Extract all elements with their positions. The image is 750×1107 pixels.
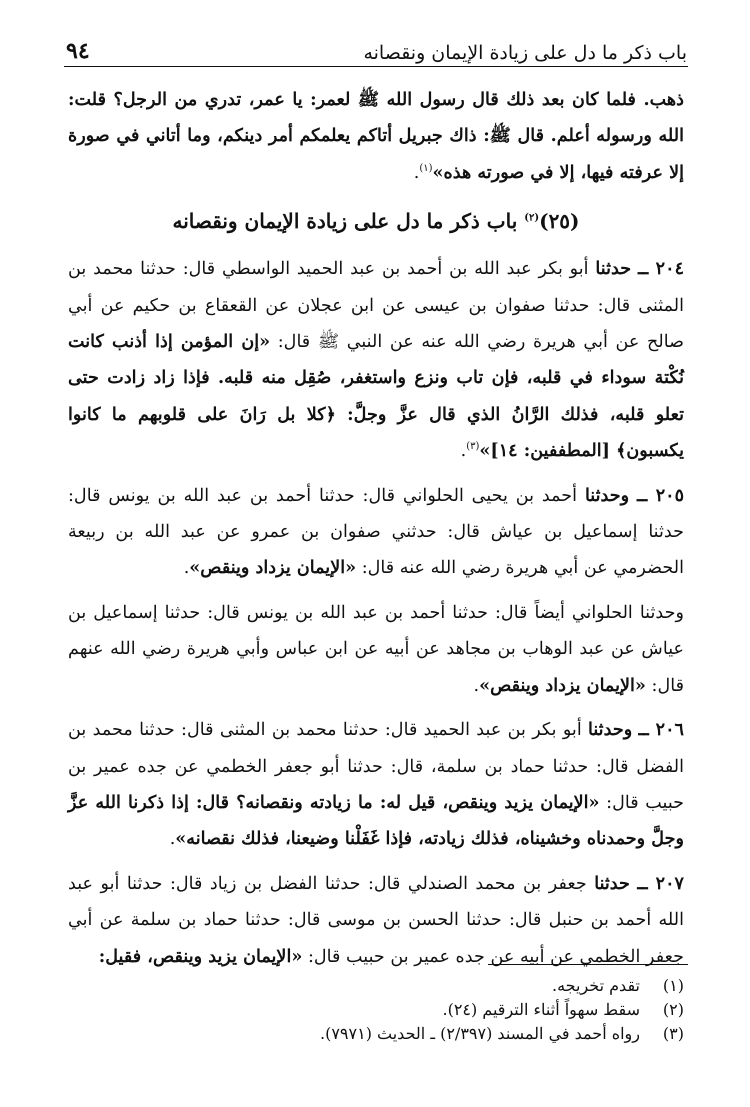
- hadith-lead: حدثنا: [595, 258, 632, 280]
- hadith-chain: جعفر بن محمد الصندلي قال: حدثنا الفضل بن زياد قال: حدثنا أبو عبد الله أحمد بن حنبل قال: حدثنا الحسن بن موسى قال: حدثنا حماد بن سلمة عن أبي جعفر الخطمي عن أبيه عن جده عمير بن حبيب قال:: [68, 873, 684, 967]
- hadith-chain: أبو بكر بن عبد الحميد قال: حدثنا محمد بن المثنى قال: حدثنا محمد بن الفضل قال: حدثنا حماد بن سلمة، قال: حدثنا أبو جعفر الخطمي عن جده عمير بن حبيب قال:: [68, 720, 685, 813]
- footnote-text: رواه أحمد في المسند (٢/٣٩٧) ـ الحديث (٧٩٧١).: [319, 1024, 640, 1043]
- intro-text: ذهب. فلما كان بعد ذلك قال رسول الله ﷺ لعمر: يا عمر، تدري من الرجل؟ قلت: الله ورسوله أعلم. قال ﷺ: ذاك جبريل أتاكم يعلمكم أمر دينكم، وما أتاني في صورة إلا عرفته فيها، إلا في صورته هذه»: [68, 89, 684, 183]
- hadith-lead: حدثنا: [594, 872, 630, 894]
- footnote-ref: (١): [419, 162, 433, 174]
- hadith-207: [68, 866, 684, 975]
- footnote-text: تقدم تخريجه.: [552, 976, 640, 995]
- hadith-number: ٢٠٦ ــ: [638, 719, 685, 741]
- hadith-end: .: [183, 558, 190, 579]
- footnote: [300, 998, 684, 1022]
- hadith-matn: «الإيمان يزيد وينقص، قيل له: ما زيادته ونقصانه؟ قال: إذا ذكرنا الله عزَّ وجلَّ وحمدناه وخشيناه، فذلك زيادته، فإذا غَفَلْنا وضيعنا، فذلك نقصانه»: [68, 791, 684, 850]
- section-heading: [68, 199, 684, 243]
- page-number: ٩٤: [66, 38, 90, 64]
- section-title: باب ذكر ما دل على زيادة الإيمان ونقصانه: [172, 209, 518, 234]
- footnote: [300, 974, 684, 998]
- footnote-mark: (٣): [662, 1024, 684, 1043]
- hadith-number: ٢٠٧ ــ: [637, 872, 684, 894]
- footnote-rule: [488, 964, 688, 965]
- footnote-mark: (١): [662, 976, 684, 995]
- running-title: باب ذكر ما دل على زيادة الإيمان ونقصانه: [363, 42, 687, 64]
- hadith-206: [68, 712, 684, 858]
- hadith-chain: أحمد بن يحيى الحلواني قال: حدثنا أحمد بن عبد الله بن يونس قال: حدثنا إسماعيل بن عياش قال: حدثني صفوان بن عمرو عن عبد الله بن ربيعة الحضرمي عن أبي هريرة رضي الله عنه قال:: [68, 485, 684, 579]
- hadith-chain: وحدثنا الحلواني أيضاً قال: حدثنا أحمد بن عبد الله بن يونس قال: حدثنا إسماعيل بن عياش عن عبد الوهاب بن مجاهد عن أبيه عن ابن عباس وأبي هريرة رضي الله عنهم قال:: [68, 602, 684, 696]
- footnote: [300, 1022, 684, 1046]
- hadith-matn: «الإيمان يزداد وينقص»: [189, 557, 357, 579]
- hadith-matn: «الإيمان يزداد وينقص»: [479, 674, 646, 696]
- hadith-chain: أبو بكر عبد الله بن أحمد بن عبد الحميد الواسطي قال: حدثنا محمد بن المثنى قال: حدثنا صفوان بن عيسى عن ابن عجلان عن القعقاع بن حكيم عن أبي صالح عن أبي هريرة رضي الله عنه عن النبي ﷺ قال:: [68, 259, 685, 353]
- section-number: (٢٥): [539, 209, 580, 234]
- hadith-matn: «الإيمان يزيد وينقص، فقيل:: [98, 945, 303, 967]
- body-text: [68, 82, 684, 975]
- hadith-205: [68, 478, 684, 587]
- hadith-end: .: [169, 829, 176, 850]
- page-header: [66, 30, 687, 64]
- hadith-lead: وحدثنا: [588, 719, 633, 741]
- footnote-ref: (٢): [524, 212, 540, 224]
- footnote-text: سقط سهواً أثناء الترقيم (٢٤).: [442, 1000, 640, 1019]
- footnotes: [300, 974, 684, 1046]
- hadith-number: ٢٠٤ ــ: [637, 258, 685, 280]
- hadith-number: ٢٠٥ ــ: [636, 484, 685, 506]
- footnote-ref: (٣): [466, 441, 480, 453]
- hadith-205-variant: [68, 595, 684, 704]
- hadith-lead: وحدثنا: [584, 484, 630, 506]
- intro-end: .: [413, 162, 420, 183]
- hadith-end: .: [473, 675, 480, 696]
- hadith-end: .: [460, 441, 467, 462]
- footnote-mark: (٢): [662, 1000, 684, 1019]
- hadith-204: [68, 251, 684, 469]
- hadith-matn: «إن المؤمن إذا أذنب كانت نُكْتة سوداء في قلبه، فإن تاب ونزع واستغفر، صُقِل منه قلبه. فإذا زاد زادت حتى تعلو قلبه، فذلك الرَّانُ الذي قال عزَّ وجلَّ: ﴿كلا بل رَانَ على قلوبهم ما كانوا يكسبون﴾ [المطففين: ١٤]»: [68, 331, 684, 462]
- header-rule: [64, 66, 688, 67]
- intro-paragraph: [68, 82, 684, 191]
